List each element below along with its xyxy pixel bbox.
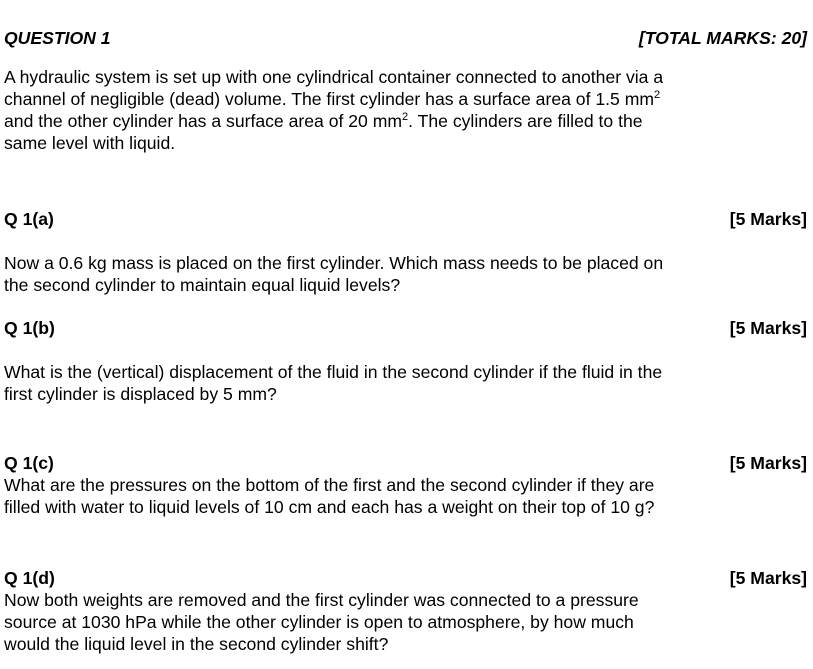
intro-line: A hydraulic system is set up with one cylindrical container connected to another via a: [4, 67, 664, 87]
part-d-text: [4, 589, 807, 655]
part-b-label: Q 1(b): [4, 318, 55, 338]
part-b-text: [4, 361, 807, 405]
intro-paragraph: [4, 66, 807, 154]
part-c-label: Q 1(c): [4, 453, 54, 473]
part-a-line: the second cylinder to maintain equal liquid levels?: [4, 275, 401, 295]
part-a-text: [4, 252, 807, 296]
part-c-text: [4, 474, 807, 518]
part-a-header: [4, 208, 807, 230]
part-a-line: Now a 0.6 kg mass is placed on the first cylinder. Which mass needs to be placed on: [4, 253, 664, 273]
question-title: QUESTION 1: [4, 28, 111, 48]
total-marks: [TOTAL MARKS: 20]: [638, 28, 807, 48]
part-a-marks: [5 Marks]: [729, 209, 807, 229]
part-c-line: filled with water to liquid levels of 10 cm and each has a weight on their top of 10 g?: [4, 497, 655, 517]
part-b-header: [4, 317, 807, 339]
part-c-marks: [5 Marks]: [729, 453, 807, 473]
part-b-marks: [5 Marks]: [729, 318, 807, 338]
intro-line: same level with liquid.: [4, 133, 176, 153]
part-a-label: Q 1(a): [4, 209, 54, 229]
part-b-line: What is the (vertical) displacement of the fluid in the second cylinder if the fluid in the: [4, 362, 663, 382]
superscript: 2: [654, 89, 661, 101]
intro-line: channel of negligible (dead) volume. The first cylinder has a surface area of 1.5 $mm^2$: [4, 89, 661, 109]
intro-line: and the other cylinder has a surface area of 20 $mm^2$. The cylinders are filled to the: [4, 111, 643, 131]
part-d-header: [4, 567, 807, 589]
part-c-header: [4, 452, 807, 474]
part-d-marks: [5 Marks]: [729, 568, 807, 588]
part-d-line: would the liquid level in the second cylinder shift?: [4, 634, 389, 654]
part-c-line: What are the pressures on the bottom of the first and the second cylinder if they are: [4, 475, 655, 495]
part-b-line: first cylinder is displaced by 5 mm?: [4, 384, 277, 404]
part-d-line: source at 1030 hPa while the other cylinder is open to atmosphere, by how much: [4, 612, 634, 632]
superscript: 2: [402, 111, 409, 123]
part-d-line: Now both weights are removed and the first cylinder was connected to a pressure: [4, 590, 639, 610]
question-header: [4, 27, 807, 49]
part-d-label: Q 1(d): [4, 568, 55, 588]
